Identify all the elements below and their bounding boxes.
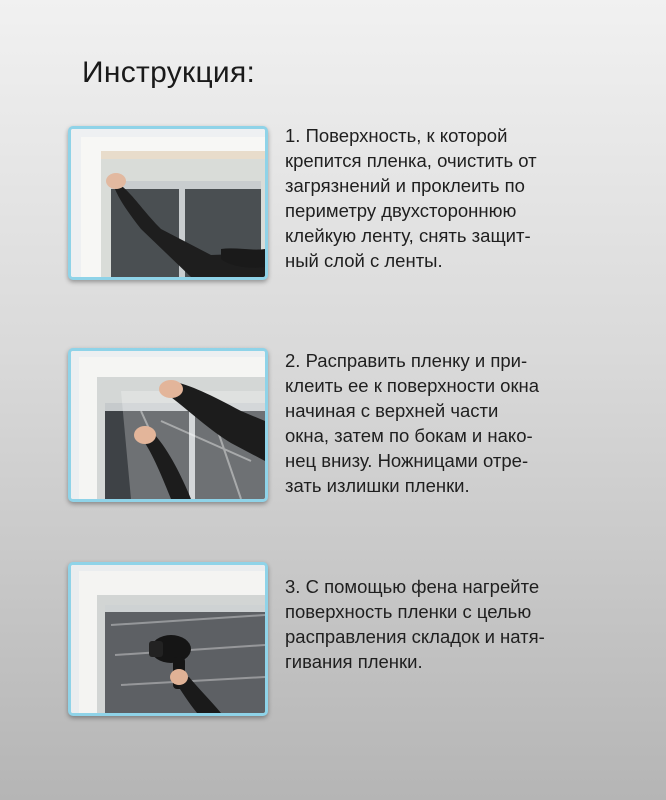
- hair-dryer-photo: [68, 562, 268, 716]
- step-3-text: 3. С помощью фена нагрейте поверхность пленки с целью расправления складок и натя- гивания пленки.: [285, 576, 545, 672]
- window-film-photo: [68, 348, 268, 502]
- window-tape-photo: [68, 126, 268, 280]
- step-2-text: 2. Расправить пленку и при- клеить ее к поверхности окна начиная с верхней части окна, затем по бокам и нако- нец внизу. Ножницами отре- зать излишки пленки.: [285, 350, 540, 496]
- page-title: Инструкция:: [82, 56, 256, 89]
- step-1-text: 1. Поверхность, к которой крепится пленка, очистить от загрязнений и проклеить по периметру двухстороннюю клейкую ленту, снять защит- ный слой с ленты.: [285, 125, 537, 271]
